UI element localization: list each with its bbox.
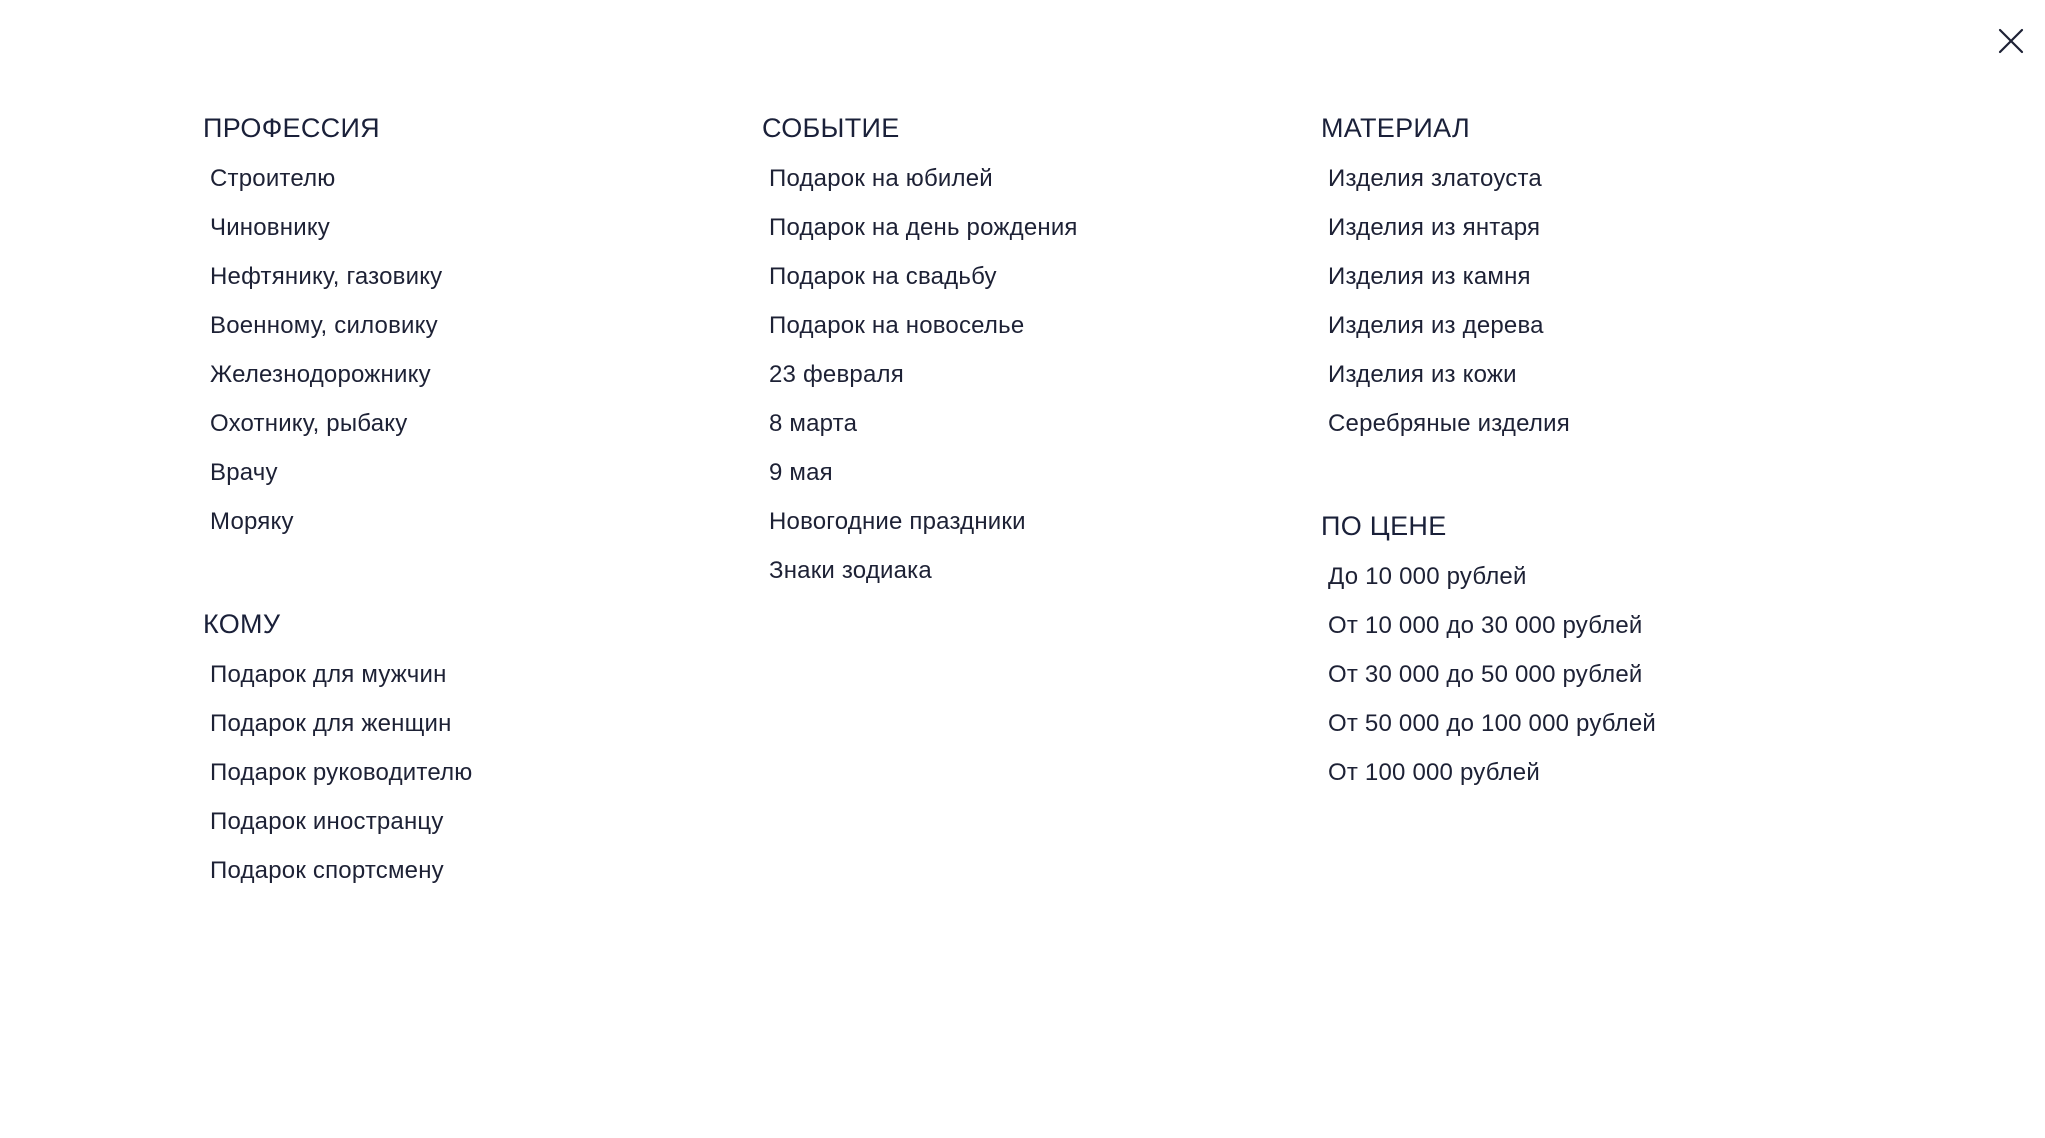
menu-item-link[interactable]: От 10 000 до 30 000 рублей	[1328, 612, 1643, 639]
menu-item	[769, 409, 1078, 458]
menu-item-link[interactable]: Изделия из дерева	[1328, 312, 1544, 339]
menu-item	[210, 660, 472, 709]
menu-group	[1321, 510, 1656, 807]
menu-group	[203, 608, 472, 905]
menu-item	[210, 164, 472, 213]
menu-group	[762, 112, 1078, 605]
menu-item-link[interactable]: 9 мая	[769, 459, 833, 486]
menu-item	[1328, 562, 1656, 611]
menu-item-list	[1321, 164, 1656, 458]
menu-item	[769, 556, 1078, 605]
menu-item	[210, 507, 472, 556]
menu-item-link[interactable]: Железнодорожнику	[210, 361, 431, 388]
menu-item	[769, 507, 1078, 556]
menu-item-list	[762, 164, 1078, 605]
menu-item-link[interactable]: Изделия из камня	[1328, 263, 1531, 290]
menu-group-title: КОМУ	[203, 609, 281, 639]
menu-item	[769, 311, 1078, 360]
menu-item	[1328, 709, 1656, 758]
menu-item	[210, 709, 472, 758]
menu-item	[1328, 360, 1656, 409]
menu-group-title: СОБЫТИЕ	[762, 113, 900, 143]
menu-item-link[interactable]: Знаки зодиака	[769, 557, 932, 584]
menu-item	[1328, 262, 1656, 311]
menu-item	[1328, 409, 1656, 458]
menu-item-link[interactable]: Изделия из янтаря	[1328, 214, 1541, 241]
menu-item-list	[203, 660, 472, 905]
menu-item	[769, 164, 1078, 213]
menu-group-title: ПРОФЕССИЯ	[203, 113, 380, 143]
menu-item-link[interactable]: Подарок спортсмену	[210, 857, 444, 884]
menu-item-link[interactable]: Чиновнику	[210, 214, 330, 241]
menu-item	[210, 311, 472, 360]
menu-item-list	[203, 164, 472, 556]
menu-group	[203, 112, 472, 556]
menu-item	[210, 758, 472, 807]
menu-item-link[interactable]: От 100 000 рублей	[1328, 759, 1540, 786]
menu-item	[1328, 611, 1656, 660]
menu-item-link[interactable]: Подарок на день рождения	[769, 214, 1078, 241]
menu-item-list	[1321, 562, 1656, 807]
menu-item-link[interactable]: 8 марта	[769, 410, 858, 437]
menu-group-title: ПО ЦЕНЕ	[1321, 511, 1447, 541]
menu-item-link[interactable]: Врачу	[210, 459, 278, 486]
menu-item-link[interactable]: От 30 000 до 50 000 рублей	[1328, 661, 1643, 688]
menu-item-link[interactable]: Подарок на свадьбу	[769, 263, 997, 290]
menu-item	[210, 213, 472, 262]
menu-item-link[interactable]: Нефтянику, газовику	[210, 263, 443, 290]
menu-item	[769, 213, 1078, 262]
menu-item-link[interactable]: Подарок для мужчин	[210, 661, 447, 688]
menu-item-link[interactable]: Серебряные изделия	[1328, 410, 1570, 437]
menu-item	[210, 856, 472, 905]
menu-column-2	[762, 112, 1078, 605]
menu-item-link[interactable]: От 50 000 до 100 000 рублей	[1328, 710, 1657, 737]
menu-item-link[interactable]: Охотнику, рыбаку	[210, 410, 408, 437]
menu-item-link[interactable]: Новогодние праздники	[769, 508, 1026, 535]
menu-item-link[interactable]: Моряку	[210, 508, 294, 535]
menu-item-link[interactable]: До 10 000 рублей	[1328, 563, 1527, 590]
menu-item	[210, 360, 472, 409]
menu-item	[1328, 758, 1656, 807]
menu-item	[210, 262, 472, 311]
menu-item	[769, 458, 1078, 507]
menu-group	[1321, 112, 1656, 458]
menu-item-link[interactable]: Изделия из кожи	[1328, 361, 1517, 388]
menu-column-1	[203, 112, 472, 905]
menu-item-link[interactable]: Подарок руководителю	[210, 759, 473, 786]
catalog-menu	[0, 112, 2045, 1112]
menu-group-title: МАТЕРИАЛ	[1321, 113, 1471, 143]
menu-item-link[interactable]: Подарок на новоселье	[769, 312, 1025, 339]
menu-item-link[interactable]: Подарок на юбилей	[769, 165, 993, 192]
menu-item	[210, 458, 472, 507]
menu-item	[1328, 311, 1656, 360]
menu-item	[1328, 213, 1656, 262]
close-icon[interactable]	[1996, 26, 2026, 56]
menu-item	[769, 360, 1078, 409]
menu-item	[210, 807, 472, 856]
close-button[interactable]	[1996, 26, 2026, 56]
menu-item	[210, 409, 472, 458]
menu-item	[769, 262, 1078, 311]
menu-item-link[interactable]: Строителю	[210, 165, 336, 192]
menu-item-link[interactable]: Подарок иностранцу	[210, 808, 444, 835]
menu-item-link[interactable]: Изделия златоуста	[1328, 165, 1542, 192]
menu-item-link[interactable]: Подарок для женщин	[210, 710, 452, 737]
menu-item	[1328, 660, 1656, 709]
menu-item-link[interactable]: 23 февраля	[769, 361, 904, 388]
menu-item-link[interactable]: Военному, силовику	[210, 312, 438, 339]
menu-item	[1328, 164, 1656, 213]
menu-column-3	[1321, 112, 1656, 807]
